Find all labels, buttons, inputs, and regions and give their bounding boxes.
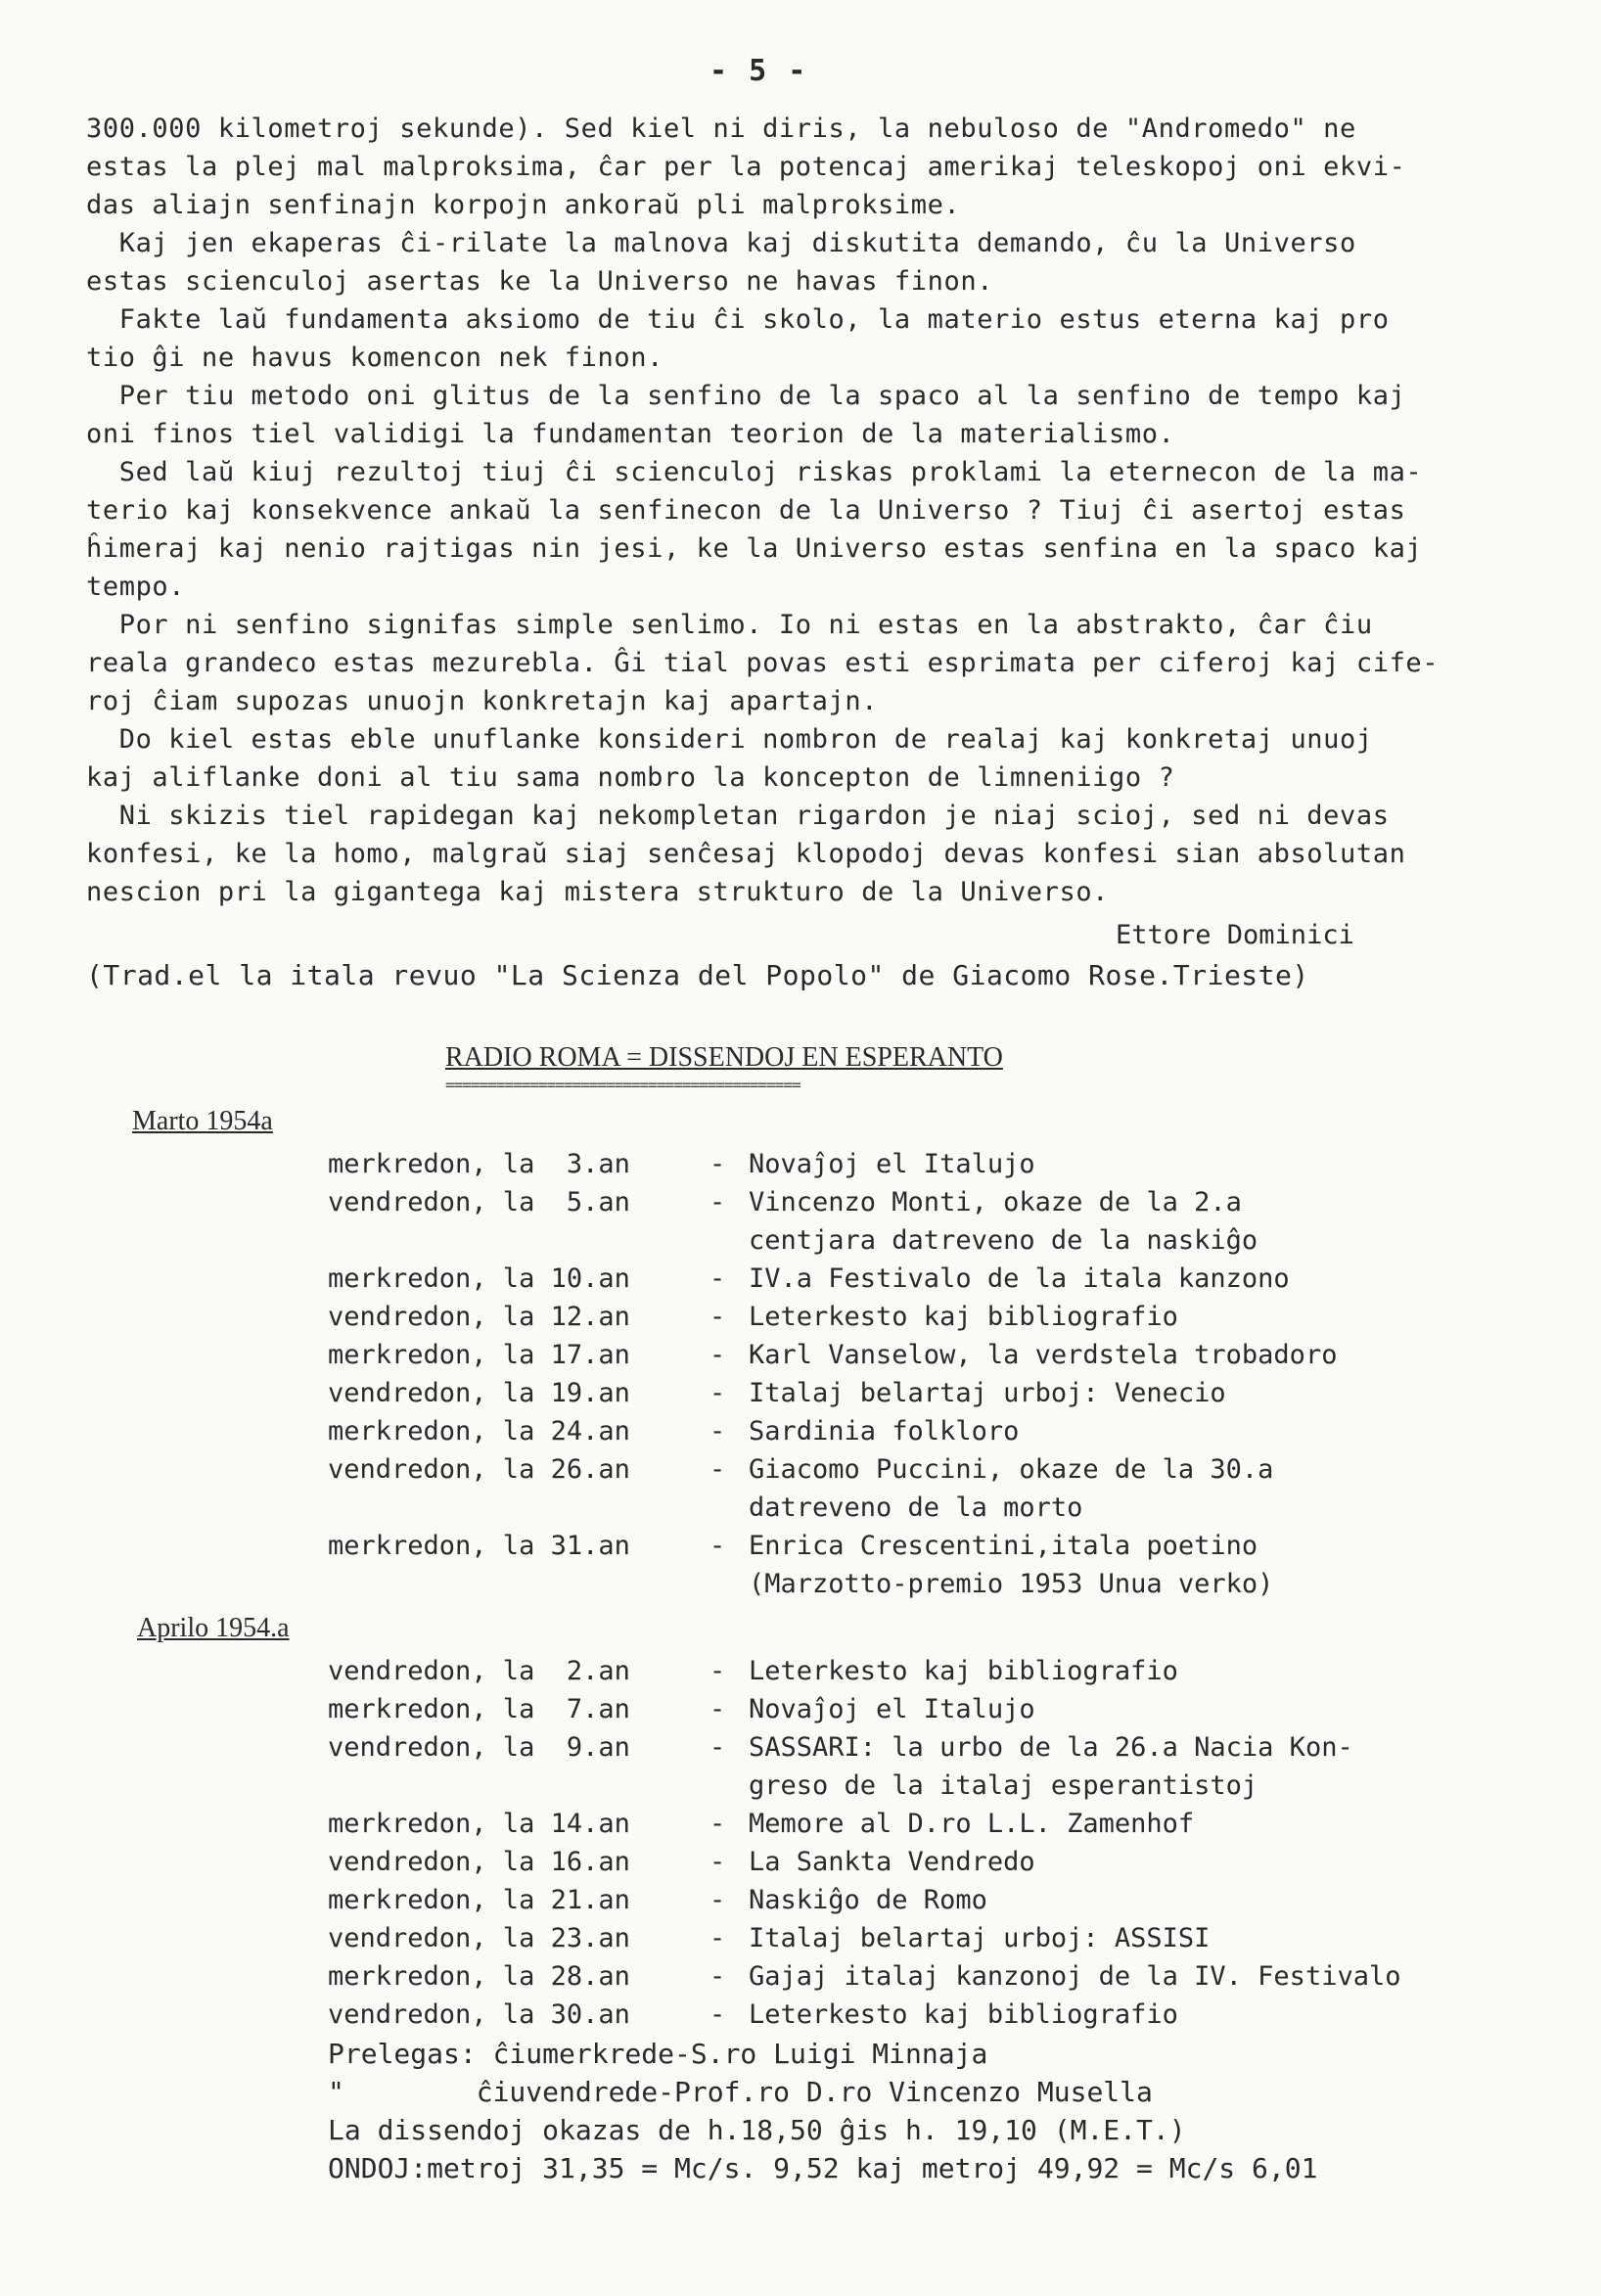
schedule-row	[328, 1767, 1502, 1805]
broadcast-topic: centjara datreveno de la naskiĝo	[749, 1225, 1258, 1256]
broadcast-day: vendredon, la 30.an	[328, 1999, 630, 2030]
article-line: 300.000 kilometroj sekunde). Sed kiel ni diris, la nebuloso de "Andromedo" ne	[86, 114, 1356, 144]
article-line: tio ĝi ne havus komencon nek finon.	[86, 343, 663, 373]
broadcast-day: merkredon, la 24.an	[328, 1416, 630, 1446]
broadcast-day: vendredon, la 16.an	[328, 1847, 630, 1877]
lecturers-line-2: " ĉiuvendrede-Prof.ro D.ro Vincenzo Musella	[328, 2076, 1153, 2108]
broadcast-day: merkredon, la 10.an	[328, 1263, 630, 1294]
broadcast-frequencies: ONDOJ:metroj 31,35 = Mc/s. 9,52 kaj metroj 49,92 = Mc/s 6,01	[328, 2152, 1318, 2184]
separator-dash: -	[709, 1454, 726, 1485]
broadcast-topic: Novaĵoj el Italujo	[749, 1149, 1035, 1179]
separator-dash: -	[709, 1885, 726, 1915]
broadcast-day: merkredon, la 14.an	[328, 1809, 630, 1839]
schedule-row	[328, 1527, 1502, 1565]
schedule-row	[328, 1805, 1502, 1843]
broadcast-day: merkredon, la 21.an	[328, 1885, 630, 1915]
broadcast-day: merkredon, la 28.an	[328, 1961, 630, 1992]
article-line: Per tiu metodo oni glitus de la senfino de la spaco al la senfino de tempo kaj	[86, 381, 1406, 411]
broadcast-day: merkredon, la 7.an	[328, 1694, 630, 1724]
separator-dash: -	[709, 1847, 726, 1877]
broadcast-day: vendredon, la 23.an	[328, 1923, 630, 1953]
broadcast-day	[328, 1565, 709, 1603]
separator-dash: -	[709, 1416, 726, 1446]
broadcast-topic: Karl Vanselow, la verdstela trobadoro	[749, 1340, 1338, 1370]
schedule-row	[328, 1374, 1502, 1412]
schedule-row	[328, 1412, 1502, 1450]
broadcast-topic: Sardinia folkloro	[749, 1416, 1020, 1446]
article-line: Do kiel estas eble unuflanke konsideri nombron de realaj kaj konkretaj unuoj	[86, 724, 1373, 755]
article-line: roj ĉiam supozas unuojn konkretajn kaj apartajn.	[86, 686, 879, 716]
broadcast-day: vendredon, la 2.an	[328, 1656, 630, 1686]
separator-dash: -	[709, 1999, 726, 2030]
separator-dash: -	[709, 1694, 726, 1724]
separator-dash: -	[709, 1378, 726, 1408]
separator-dash: -	[709, 1302, 726, 1332]
article-line: Fakte laŭ fundamenta aksiomo de tiu ĉi skolo, la materio estus eterna kaj pro	[86, 304, 1390, 335]
article-line: nescion pri la gigantega kaj mistera strukturo de la Universo.	[86, 877, 1110, 907]
schedule-row	[328, 1336, 1502, 1374]
schedule-row	[328, 1996, 1502, 2034]
article-body	[86, 110, 1505, 911]
schedule-row	[328, 1260, 1502, 1298]
broadcast-day: merkredon, la 3.an	[328, 1149, 630, 1179]
broadcast-topic: Vincenzo Monti, okaze de la 2.a	[749, 1187, 1242, 1217]
article-line: Por ni senfino signifas simple senlimo. Io ni estas en la abstrakto, ĉar ĉiu	[86, 610, 1373, 640]
broadcast-topic: datreveno de la morto	[749, 1492, 1083, 1523]
article-line: Sed laŭ kiuj rezultoj tiuj ĉi scienculoj riskas proklami la eternecon de la ma-	[86, 457, 1423, 487]
separator-dash: -	[709, 1923, 726, 1953]
broadcast-topic: Gajaj italaj kanzonoj de la IV. Festivalo	[749, 1961, 1401, 1992]
separator-dash: -	[709, 1187, 726, 1217]
broadcast-topic: Italaj belartaj urboj: ASSISI	[749, 1923, 1211, 1953]
broadcast-day: merkredon, la 31.an	[328, 1531, 630, 1561]
schedule-row	[328, 1690, 1502, 1728]
schedule-row	[328, 1957, 1502, 1996]
schedule-row	[328, 1881, 1502, 1919]
article-line: estas scienculoj asertas ke la Universo ne havas finon.	[86, 266, 994, 297]
separator-dash: -	[709, 1263, 726, 1294]
broadcast-day: vendredon, la 9.an	[328, 1732, 630, 1763]
schedule-row	[328, 1221, 1502, 1260]
translation-note: (Trad.el la itala revuo "La Scienza del Popolo" de Giacomo Rose.Trieste)	[86, 959, 1309, 991]
broadcast-day: vendredon, la 26.an	[328, 1454, 630, 1485]
separator-dash: -	[709, 1732, 726, 1763]
broadcast-topic: greso de la italaj esperantistoj	[749, 1770, 1258, 1801]
broadcast-topic: Giacomo Puccini, okaze de la 30.a	[749, 1454, 1274, 1485]
separator-dash: -	[709, 1340, 726, 1370]
article-line: estas la plej mal malproksima, ĉar per la potencaj amerikaj teleskopoj oni ekvi-	[86, 152, 1406, 182]
schedule-row	[328, 1565, 1502, 1603]
article-line: das aliajn senfinajn korpojn ankoraŭ pli malproksime.	[86, 190, 961, 220]
separator-dash	[709, 1489, 749, 1527]
schedule-row	[328, 1489, 1502, 1527]
broadcast-topic: Naskiĝo de Romo	[749, 1885, 987, 1915]
broadcast-day	[328, 1489, 709, 1527]
broadcast-day: merkredon, la 17.an	[328, 1340, 630, 1370]
broadcast-topic: IV.a Festivalo de la itala kanzono	[749, 1263, 1290, 1294]
article-line: tempo.	[86, 572, 186, 602]
broadcast-topic: La Sankta Vendredo	[749, 1847, 1035, 1877]
separator-dash	[709, 1565, 749, 1603]
schedule-row	[328, 1298, 1502, 1336]
broadcast-topic: Leterkesto kaj bibliografio	[749, 1999, 1178, 2030]
broadcast-times: La dissendoj okazas de h.18,50 ĝis h. 19,10 (M.E.T.)	[328, 2114, 1186, 2146]
month-label-april: Aprilo 1954.a	[137, 1613, 290, 1643]
schedule-row	[328, 1183, 1502, 1221]
separator-dash: -	[709, 1149, 726, 1179]
broadcast-topic: Leterkesto kaj bibliografio	[749, 1302, 1178, 1332]
article-line: kaj aliflanke doni al tiu sama nombro la koncepton de limneniigo ?	[86, 762, 1175, 793]
author-signature: Ettore Dominici	[1116, 920, 1354, 950]
separator-dash: -	[709, 1656, 726, 1686]
separator-dash	[709, 1767, 749, 1805]
separator-dash: -	[709, 1961, 726, 1992]
article-line: reala grandeco estas mezurebla. Ĝi tial povas esti esprimata per ciferoj kaj cife-	[86, 648, 1440, 678]
month-label-march: Marto 1954a	[132, 1106, 273, 1136]
article-line: ĥimeraj kaj nenio rajtigas nin jesi, ke la Universo estas senfina en la spaco kaj	[86, 533, 1423, 564]
separator-dash: -	[709, 1809, 726, 1839]
broadcast-topic: Enrica Crescentini,itala poetino	[749, 1531, 1258, 1561]
schedule-row	[328, 1919, 1502, 1957]
article-line: oni finos tiel validigi la fundamentan teorion de la materialismo.	[86, 419, 1175, 449]
broadcast-day	[328, 1767, 709, 1805]
page-number: - 5 -	[709, 54, 808, 88]
radio-heading: RADIO ROMA = DISSENDOJ EN ESPERANTO	[445, 1042, 1003, 1073]
schedule-row	[328, 1145, 1502, 1183]
lecturers-line: Prelegas: ĉiumerkrede-S.ro Luigi Minnaja	[328, 2038, 988, 2070]
schedule-row	[328, 1728, 1502, 1767]
broadcast-topic: Novaĵoj el Italujo	[749, 1694, 1035, 1724]
broadcast-day: vendredon, la 12.an	[328, 1302, 630, 1332]
march-schedule	[328, 1145, 1502, 1603]
article-line: Ni skizis tiel rapidegan kaj nekompletan rigardon je niaj scioj, sed ni devas	[86, 801, 1390, 831]
article-line: Kaj jen ekaperas ĉi-rilate la malnova kaj diskutita demando, ĉu la Universo	[86, 228, 1356, 258]
broadcast-topic: SASSARI: la urbo de la 26.a Nacia Kon-	[749, 1732, 1353, 1763]
schedule-row	[328, 1450, 1502, 1489]
broadcast-topic: Leterkesto kaj bibliografio	[749, 1656, 1178, 1686]
april-schedule	[328, 1652, 1502, 2034]
separator-dash: -	[709, 1531, 726, 1561]
schedule-row	[328, 1843, 1502, 1881]
broadcast-day: vendredon, la 19.an	[328, 1378, 630, 1408]
broadcast-topic: (Marzotto-premio 1953 Unua verko)	[749, 1569, 1274, 1599]
broadcast-day: vendredon, la 5.an	[328, 1187, 630, 1217]
article-line: konfesi, ke la homo, malgraŭ siaj senĉesaj klopodoj devas konfesi sian absolutan	[86, 839, 1406, 869]
heading-double-rule: ==========================================	[445, 1076, 800, 1094]
broadcast-topic: Italaj belartaj urboj: Venecio	[749, 1378, 1226, 1408]
broadcast-topic: Memore al D.ro L.L. Zamenhof	[749, 1809, 1195, 1839]
broadcast-day	[328, 1221, 709, 1260]
article-line: terio kaj konsekvence ankaŭ la senfinecon de la Universo ? Tiuj ĉi asertoj estas	[86, 495, 1406, 526]
separator-dash	[709, 1221, 749, 1260]
schedule-row	[328, 1652, 1502, 1690]
